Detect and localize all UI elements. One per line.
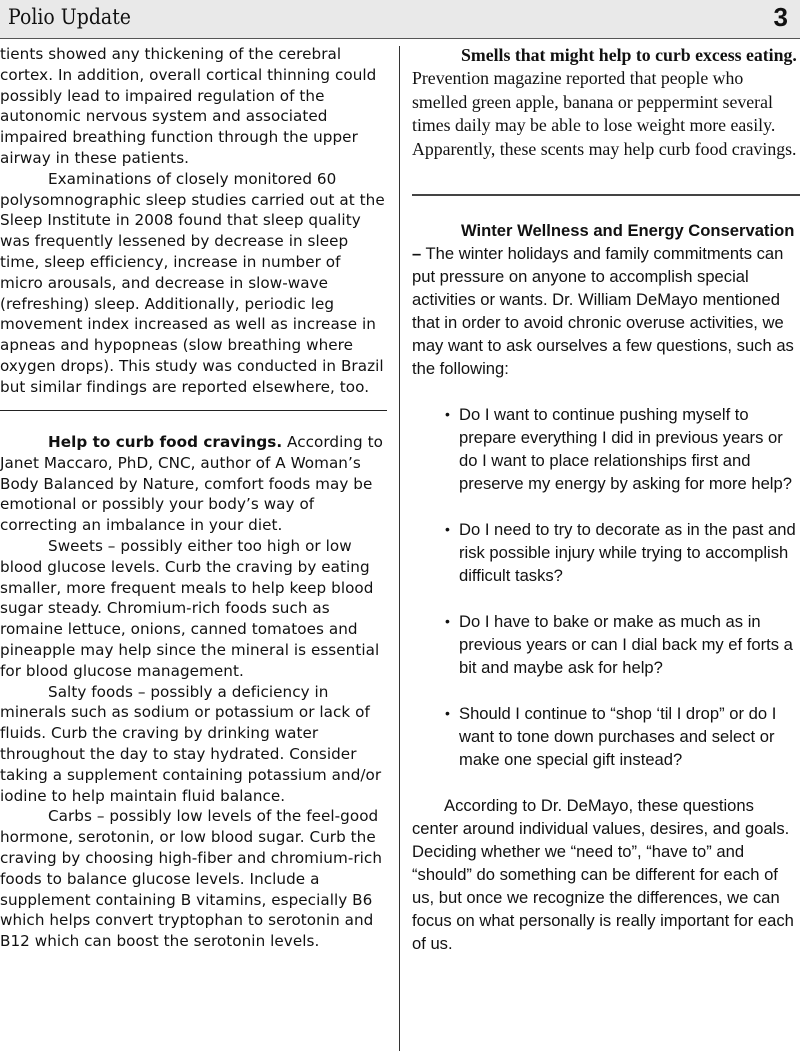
page-header <box>0 0 800 39</box>
list-item <box>412 518 800 587</box>
carbs-paragraph: Carbs – possibly low levels of the feel-good hormone, serotonin, or low blood sugar. Curb the craving by choosing high-fiber and chromium-rich foods to balance glucose levels. Include a supplement containing B vitamins, especially B6 which helps convert tryptophan to serotonin and B12 which can boost the serotonin levels. <box>0 807 382 951</box>
list-item-text: Should I continue to “shop ‘til I drop” or do I want to tone down purchases and select or make one special gift instead? <box>459 703 777 769</box>
list-item-text: Do I have to bake or make as much as in previous years or can I dial back my ef forts a bit and maybe ask for help? <box>459 611 793 677</box>
question-list <box>412 403 800 771</box>
food-cravings-intro-text: According to Janet Maccaro, PhD, CNC, author of A Woman’s Body Balanced by Nature, comfort foods may be emotional or possibly your body’s way of correcting an imbalance in your diet. <box>0 433 383 535</box>
list-item <box>412 702 800 771</box>
winter-wellness-heading: Winter Wellness and Energy Conservation – <box>412 220 795 263</box>
smells-body: Prevention magazine reported that people who smelled green apple, banana or peppermint several times daily may be able to lose weight more easily. Apparently, these scents may help curb food cravings. <box>412 68 797 159</box>
winter-wellness-paragraph <box>412 219 800 380</box>
sleep-study-paragraph: Examinations of closely monitored 60 polysomnographic sleep studies carried out at the Sleep Institute in 2008 found that sleep quality was frequently lessened by decrease in sleep time, sleep efficiency, increase in number of micro arousals, and decrease in slow-wave (refreshing) sleep. Additionally, periodic leg movement index increased as well as increase in apneas and hypopneas (slow breathing where oxygen drops). This study was conducted in Brazil but similar findings are reported elsewhere, too. <box>0 169 385 396</box>
list-item-text: Do I want to continue pushing myself to prepare everything I did in previous years or do I want to place relationships first and preserve my energy by asking for more help? <box>459 404 792 493</box>
list-item <box>412 610 800 679</box>
list-item <box>412 403 800 495</box>
column-divider <box>399 46 400 1051</box>
salty-paragraph: Salty foods – possibly a deficiency in minerals such as sodium or potassium or lack of fluids. Curb the craving by drinking water throughout the day to stay hydrated. Consider taking a supplement containing potassium and/or iodine to help maintain fluid balance. <box>0 682 382 805</box>
conclusion-paragraph: According to Dr. DeMayo, these questions center around individual values, desires, and goals. Deciding whether we “need to”, “have to” and “should” do something can be different for each of us, but once we recognize the differences, we can focus on what personally is really important for each of us. <box>412 795 794 953</box>
winter-wellness-body: The winter holidays and family commitments can put pressure on anyone to accomplish special activities or wants. Dr. William DeMayo mentioned that in order to avoid chronic overuse activities, we may want to ask ourselves a few questions, such as the following: <box>412 243 794 378</box>
bullet-icon: • <box>445 612 450 629</box>
bullet-icon: • <box>445 704 450 721</box>
page-number: 3 <box>773 2 788 32</box>
smells-heading: Smells that might help to curb excess eating. <box>461 45 797 65</box>
sweets-paragraph: Sweets – possibly either too high or low blood glucose levels. Curb the craving by eating smaller, more frequent meals to help keep blood sugar steady. Chromium-rich foods such as romaine lettuce, onions, canned tomatoes and pineapple may help since the mineral is essential for blood glucose management. <box>0 537 380 680</box>
right-column <box>412 44 800 1051</box>
cortex-paragraph: tients showed any thickening of the cerebral cortex. In addition, overall cortical thinning could possibly lead to impaired regulation of the autonomic nervous system and associated impaired breathing function through the upper airway in these patients. <box>0 45 377 167</box>
smells-paragraph <box>412 44 800 161</box>
list-item-text: Do I need to try to decorate as in the past and risk possible injury while trying to accomplish difficult tasks? <box>459 519 796 585</box>
section-divider-left <box>0 410 387 412</box>
bullet-icon: • <box>445 405 450 422</box>
left-column <box>0 44 387 1051</box>
bullet-icon: • <box>445 520 450 537</box>
food-cravings-heading: Help to curb food cravings. <box>48 433 283 452</box>
food-cravings-intro <box>0 432 387 536</box>
newsletter-title: Polio Update <box>8 5 131 29</box>
